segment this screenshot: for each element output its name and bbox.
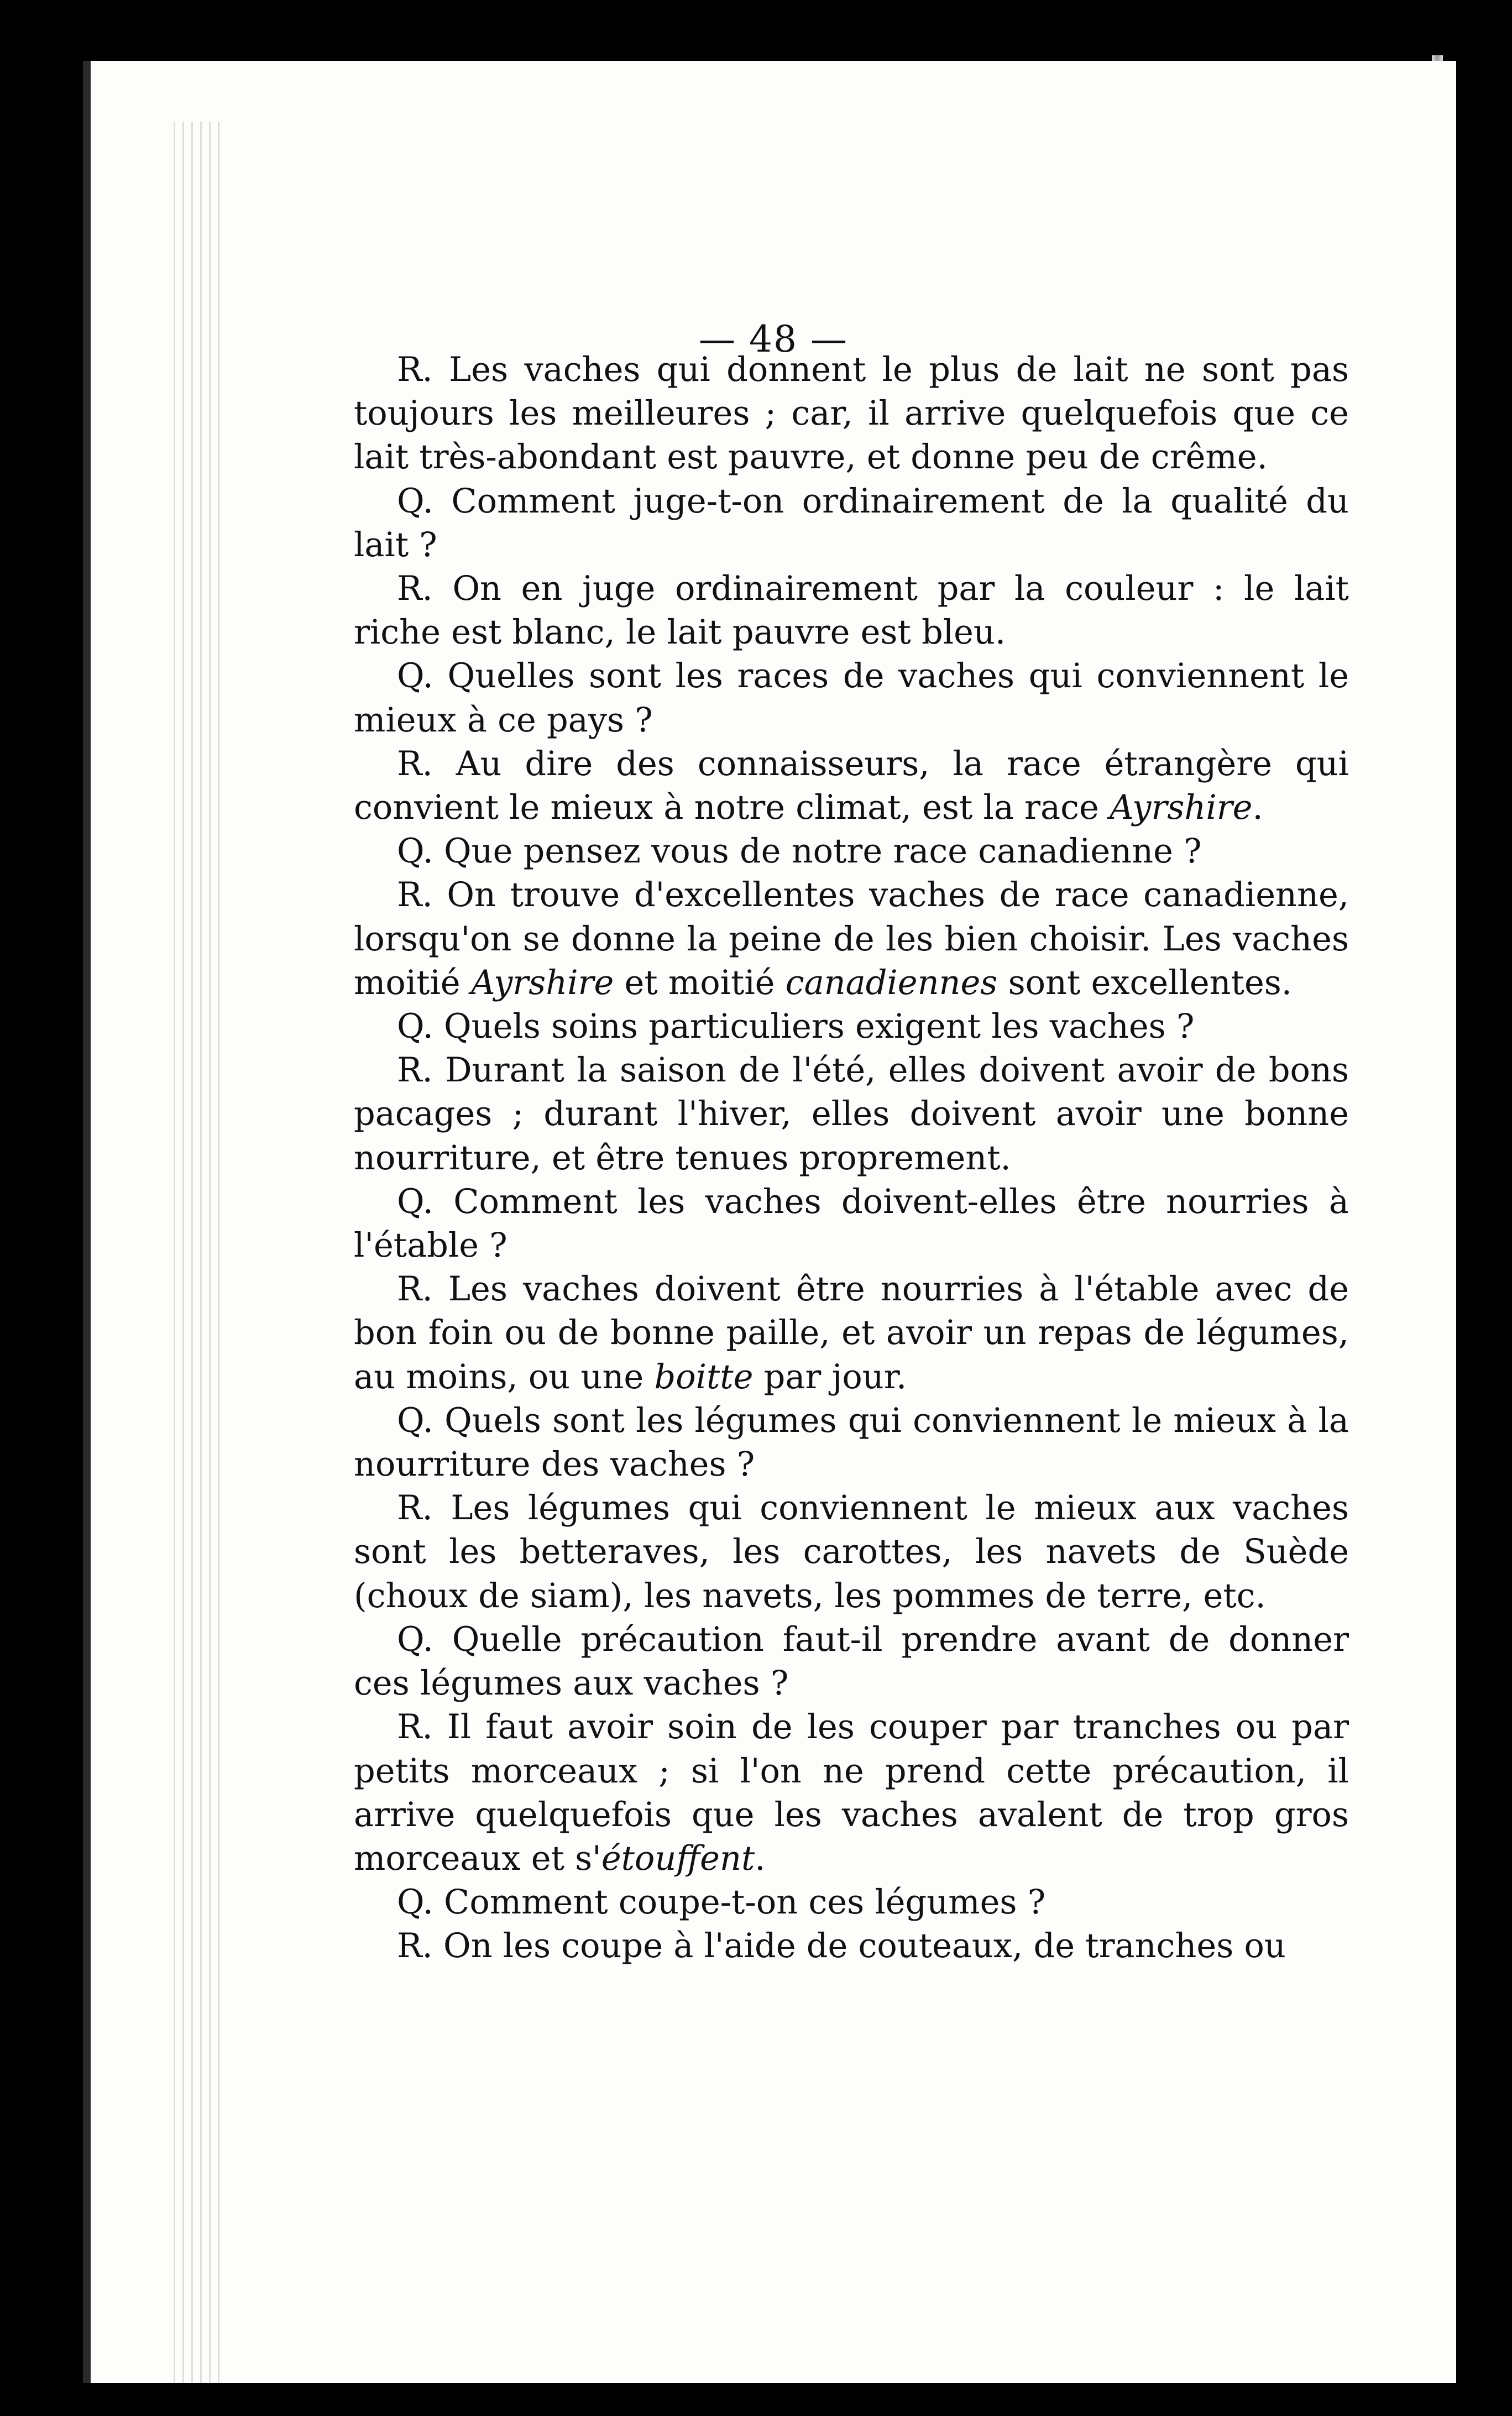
page-gutter bbox=[174, 122, 223, 2416]
page-number: — 48 — bbox=[699, 318, 848, 360]
paragraph: R. On en juge ordinairement par la couleur : le lait riche est blanc, le lait pauvre est bleu. bbox=[354, 569, 1349, 652]
italic-term: boitte bbox=[654, 1357, 754, 1397]
text-run: . bbox=[1252, 788, 1263, 828]
paragraph: R. On les coupe à l'aide de couteaux, de tranches ou bbox=[397, 1927, 1286, 1966]
paragraph: R. Durant la saison de l'été, elles doivent avoir de bons pacages ; durant l'hiver, elles doivent avoir une bonne nourriture, et être tenues proprement. bbox=[354, 1051, 1349, 1178]
text-run: par jour. bbox=[753, 1357, 907, 1397]
paragraph: Q. Quelles sont les races de vaches qui conviennent le mieux à ce pays ? bbox=[354, 657, 1349, 740]
paragraph: Q. Que pensez vous de notre race canadienne ? bbox=[397, 832, 1202, 871]
paragraph: Q. Quelle précaution faut-il prendre avant de donner ces légumes aux vaches ? bbox=[354, 1620, 1349, 1703]
text-run: et moitié bbox=[614, 963, 786, 1002]
paragraph: Q. Comment les vaches doivent-elles être nourries à l'étable ? bbox=[354, 1182, 1349, 1265]
paragraph bbox=[354, 1706, 1349, 1881]
paragraph: Q. Quels sont les légumes qui conviennent le mieux à la nourriture des vaches ? bbox=[354, 1401, 1349, 1484]
text-run: R. On trouve d'excellentes vaches de race canadienne, lorsqu'on se donne la peine de les bien choisir. Les vaches moitié bbox=[354, 876, 1349, 1002]
text-run: . bbox=[755, 1839, 766, 1878]
paragraph bbox=[354, 874, 1349, 1005]
paragraph bbox=[354, 1268, 1349, 1399]
paragraph: Q. Comment juge-t-on ordinairement de la qualité du lait ? bbox=[354, 482, 1349, 564]
body-text bbox=[354, 348, 1349, 1969]
text-run: R. Il faut avoir soin de les couper par tranches ou par petits morceaux ; si l'on ne prend cette précaution, il arrive quelquefois que les vaches avalent de trop gros morceaux et s' bbox=[354, 1708, 1349, 1878]
paragraph bbox=[354, 742, 1349, 830]
paragraph: R. Les vaches qui donnent le plus de lait ne sont pas toujours les meilleures ; car, il arrive quelquefois que ce lait très-abondant est pauvre, et donne peu de crême. bbox=[354, 351, 1349, 477]
italic-term: étouffent bbox=[601, 1839, 755, 1878]
text-run: R. Les vaches doivent être nourries à l'étable avec de bon foin ou de bonne paille, et avoir un repas de légumes, au moins, ou une bbox=[354, 1270, 1349, 1397]
paragraph: R. Les légumes qui conviennent le mieux aux vaches sont les betteraves, les carottes, les navets de Suède (choux de siam), les navets, les pommes de terre, etc. bbox=[354, 1489, 1349, 1615]
italic-term: Ayrshire bbox=[470, 963, 614, 1002]
paragraph: Q. Comment coupe-t-on ces légumes ? bbox=[397, 1883, 1046, 1922]
paragraph: Q. Quels soins particuliers exigent les vaches ? bbox=[397, 1007, 1195, 1047]
italic-term: canadiennes bbox=[785, 963, 998, 1002]
text-run: R. Au dire des connaisseurs, la race étrangère qui convient le mieux à notre climat, est la race bbox=[354, 744, 1349, 828]
italic-term: Ayrshire bbox=[1110, 788, 1253, 828]
text-run: sont excellentes. bbox=[997, 963, 1293, 1002]
